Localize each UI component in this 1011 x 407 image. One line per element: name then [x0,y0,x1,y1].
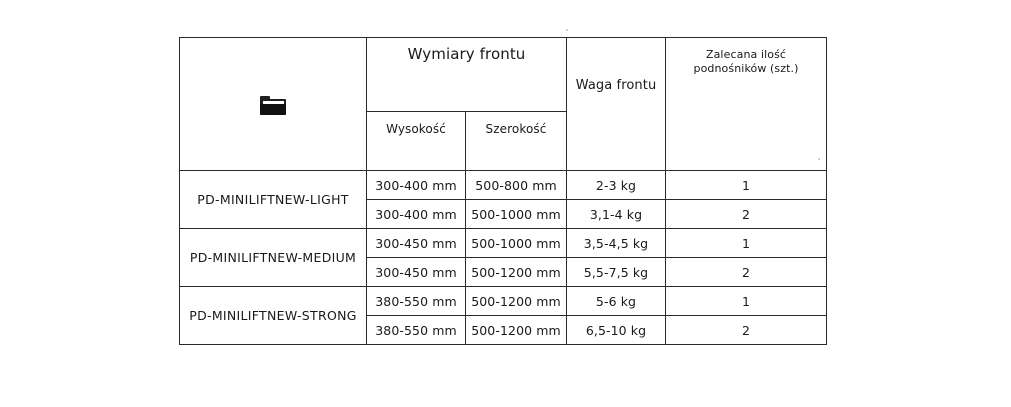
height-cell: 380-550 mm [367,287,466,316]
height-cell: 380-550 mm [367,316,466,345]
width-cell: 500-1200 mm [466,316,567,345]
weight-cell: 2-3 kg [567,171,666,200]
width-cell: 500-1000 mm [466,200,567,229]
count-cell: 1 [666,171,827,200]
width-cell: 500-800 mm [466,171,567,200]
lift-spec-table [179,37,827,345]
count-cell: 1 [666,287,827,316]
width-cell: 500-1000 mm [466,229,567,258]
weight-cell: 3,1-4 kg [567,200,666,229]
model-name: PD-MINILIFTNEW-MEDIUM [180,229,367,287]
weight-cell: 3,5-4,5 kg [567,229,666,258]
dimensions-header: Wymiary frontu [367,38,567,112]
recommended-header-line2: podnośników (szt.) [693,62,799,75]
count-cell: 1 [666,229,827,258]
model-name: PD-MINILIFTNEW-LIGHT [180,171,367,229]
weight-cell: 6,5-10 kg [567,316,666,345]
table-row [180,171,827,200]
height-cell: 300-400 mm [367,171,466,200]
folder-icon [259,96,287,116]
width-cell: 500-1200 mm [466,258,567,287]
height-header: Wysokość [367,112,466,171]
recommended-count-header [666,38,827,171]
count-cell: 2 [666,200,827,229]
header-icon-cell [180,38,367,171]
weight-cell: 5,5-7,5 kg [567,258,666,287]
weight-header: Waga frontu [567,38,666,171]
count-cell: 2 [666,258,827,287]
height-cell: 300-400 mm [367,200,466,229]
width-header: Szerokość [466,112,567,171]
weight-cell: 5-6 kg [567,287,666,316]
speck-dot [566,29,568,31]
count-cell: 2 [666,316,827,345]
table-row [180,287,827,316]
model-name: PD-MINILIFTNEW-STRONG [180,287,367,345]
recommended-header-line1: Zalecana ilość [705,48,787,61]
height-cell: 300-450 mm [367,258,466,287]
height-cell: 300-450 mm [367,229,466,258]
table-row [180,229,827,258]
width-cell: 500-1200 mm [466,287,567,316]
